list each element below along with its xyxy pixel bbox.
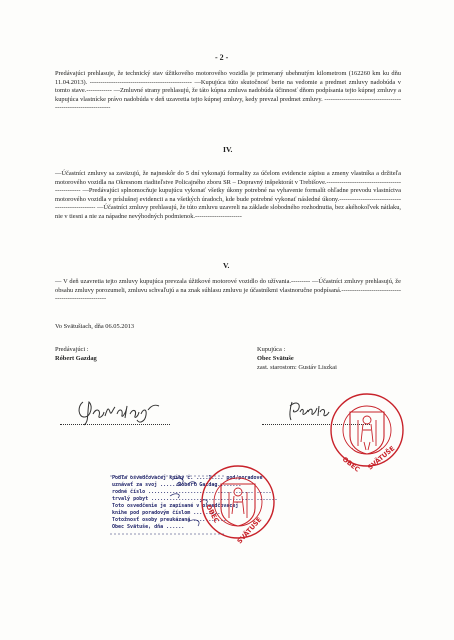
buyer-label: Kupujúca : <box>257 346 286 353</box>
svg-text:SVÄTUŠE: SVÄTUŠE <box>235 515 264 546</box>
verification-stamp-line-2: uznávať za svoj ......Róbert Gazdag........ <box>112 482 242 488</box>
municipal-seal-verification-icon <box>198 462 278 548</box>
verification-stamp-line-6: knihe pod poradovým číslom .......... <box>112 510 224 516</box>
verification-stamp-line-5: Toto osvedčenie je zapísané v osvedčovacej <box>112 503 239 509</box>
section-heading-iv: IV. <box>223 145 233 154</box>
seller-name: Róbert Gazdag <box>55 355 97 362</box>
paragraph-condition: Predávajúci prehlasuje, že technický stav úžitkového motorového vozidla je primeraný ubehnutým kilometrom (162260 km ku dňu 11.04.2013). ------------------------------------------------ —Kupujúca túto skutočnosť berie na vedomie a predmet zmluvy nadobúda v tomto stave.------------ —Zmluvné strany prehlasujú, že táto kúpna zmluva nadobúda účinnosť dňom podpísania tejto kúpnej zmluvy a kupujúca vlastnícke právo nadobúda v deň uzavretia tejto kúpnej zmluvy, kedy prevzal predmet zmluvy. -------------------------------------------------------------- <box>55 70 401 112</box>
verification-stamp-line-8: Obec Svätuše, dňa ...... <box>112 524 185 530</box>
buyer-signature <box>286 396 332 424</box>
section-heading-v: V. <box>223 261 230 270</box>
svg-text:OBEC: OBEC <box>204 503 221 525</box>
seller-signature-line <box>60 424 170 425</box>
svg-text:OBEC: OBEC <box>340 455 362 474</box>
verification-stamp-line-4: trvalý pobyt .......................................... <box>112 496 278 502</box>
verification-stamp-line-7: Totožnosť osoby preukázaná ........... <box>112 517 227 523</box>
buyer-name: Obec Svätuše <box>257 355 294 362</box>
verification-stamp-line-1: Podľa osvedčovacej knihy č. ....1.... pod/poradové <box>112 475 263 481</box>
seller-label: Predávajúci : <box>55 346 89 353</box>
seller-signature <box>75 392 165 426</box>
municipal-seal-icon <box>328 390 406 476</box>
page-number: - 2 - <box>215 53 229 62</box>
svg-text:SVÄTUŠE: SVÄTUŠE <box>366 444 397 472</box>
place-and-date: Vo Svätušiach, dňa 06.05.2013 <box>55 323 135 330</box>
buyer-representative: zast. starostom: Gustáv Liszkai <box>257 364 337 371</box>
paragraph-registration: —Účastníci zmluvy sa zaväzujú, že najneskôr do 5 dní vykonajú formality za účelom evidencie zápisu a zmeny vlastníka a držiteľa motorového vozidla na Okresnom riaditeľstve Policajného zboru SR – Dopravný inšpektorát v Trebišove.----------------------------------------------- —Predávajúci splnomocňuje kupujúcu vykonať všetky úkony potrebné na vyhavenie formalít ohľadne prevodu vlastníctva motorového vozidla v príslušnej evidencii a na všetkých úradoch, kde bude potrebné vykonať následné úkony.------------------------------------------------ —Účastníci zmluvy prehlasujú, že túto zmluvu uzavreli na základe slobodného rozhodnutia, bez akéhokoľvek nátlaku, nie v tiesni a nie za nápadne nevýhodných podmienok.---------------------- <box>55 170 401 220</box>
verification-stamp-line-3: rodné číslo ......................................... <box>112 489 272 495</box>
paragraph-handover: — V deň uzavretia tejto zmluvy kupujúca prevzala úžitkové motorové vozidlo do užívania.--------- —Účastníci zmluvy prehlasujú, že obsahu zmluvy porozumeli, zmluvu schvaľujú a na znak súhlasu zmluvu je účastníkmi vlastnoručne podpísaná.---------------------------------------------------- <box>55 278 401 303</box>
